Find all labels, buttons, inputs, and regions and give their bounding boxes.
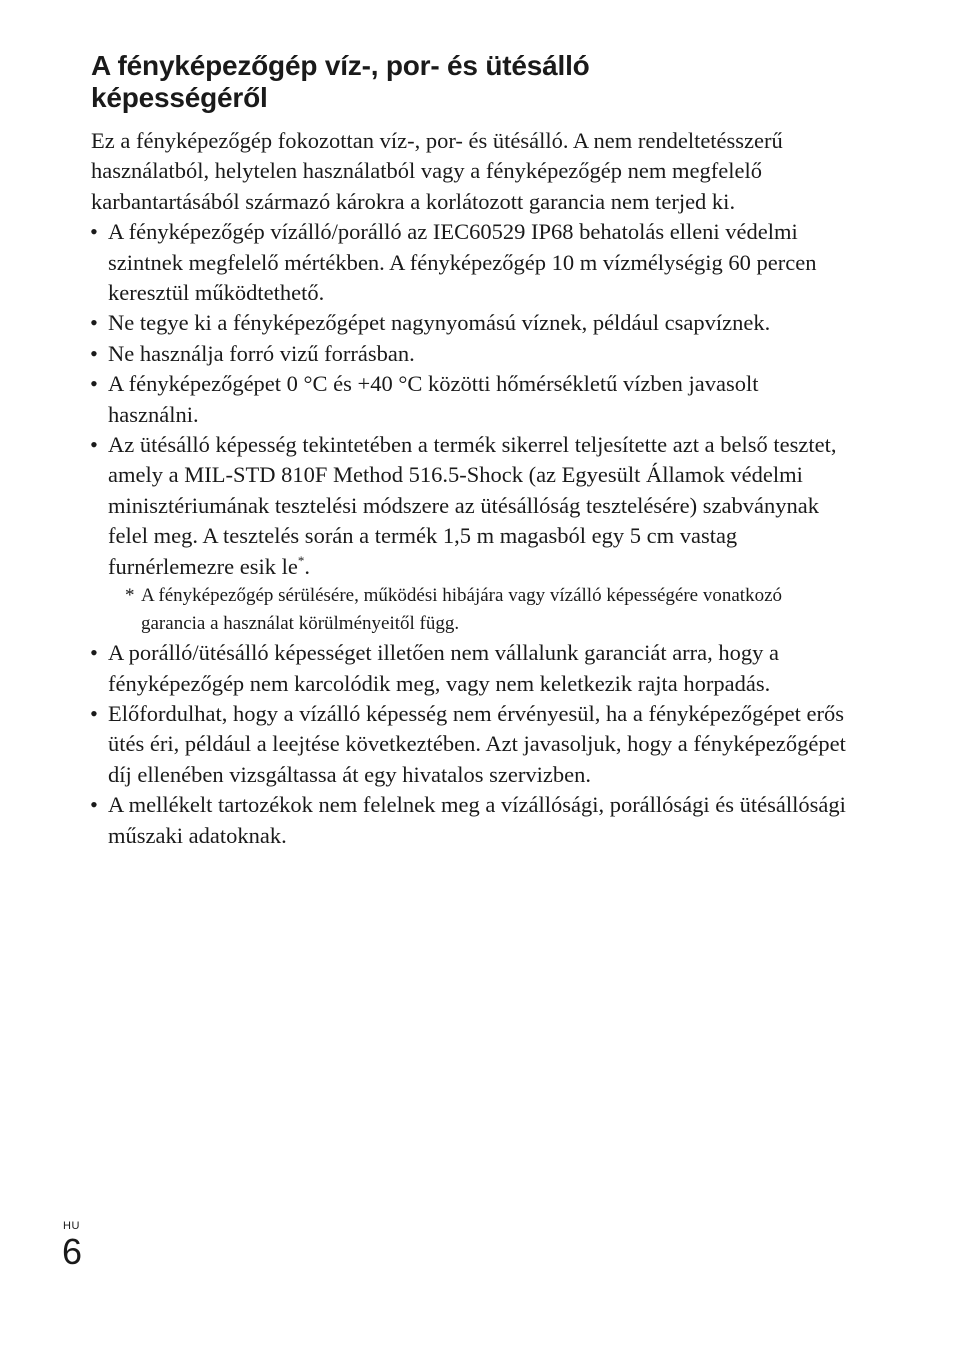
list-item xyxy=(91,790,851,851)
list-item-text: A fényképezőgép vízálló/porálló az IEC60529 IP68 behatolás elleni védelmi szintnek megfelelő mértékben. A fényképezőgép 10 m vízmélységig 60 percen keresztül működtethető. xyxy=(108,219,817,306)
page-title xyxy=(91,50,851,114)
list-item-text: A porálló/ütésálló képességet illetően nem vállalunk garanciát arra, hogy a fényképezőgép nem karcolódik meg, vagy nem keletkezik rajta horpadás. xyxy=(108,640,780,696)
bullet-marker: • xyxy=(90,371,98,397)
document-page xyxy=(91,50,851,851)
list-item xyxy=(91,339,851,369)
list-item xyxy=(91,369,851,430)
list-item-text: Az ütésálló képesség tekintetében a termék sikerrel teljesítette azt a belső tesztet, amely a MIL-STD 810F Method 516.5-Shock (az Egyesült Államok védelmi minisztériumának tesztelési módszere az ütésállóság tesztelésére) szabványnak felel meg. A tesztelés során a termék 1,5 m magasból egy 5 cm vastag furnérlemezre esik le xyxy=(108,432,837,579)
list-item-text: A fényképezőgépet 0 °C és +40 °C közötti hőmérsékletű vízben javasolt használni. xyxy=(108,371,759,427)
body-text xyxy=(91,126,851,851)
bullet-marker: • xyxy=(90,310,98,336)
page-title-line-2: képességéről xyxy=(91,82,268,113)
bullet-marker: • xyxy=(90,219,98,245)
footnote-marker: * xyxy=(125,585,135,607)
bullet-list xyxy=(91,217,851,851)
footnote-text: A fényképezőgép sérülésére, működési hibájára vagy vízálló képességére vonatkozó garancia a használat körülményeitől függ. xyxy=(141,585,782,635)
page-title-line-1: A fényképezőgép víz-, por- és ütésálló xyxy=(91,50,590,81)
language-code: HU xyxy=(63,1220,80,1232)
list-item xyxy=(91,217,851,308)
footnote xyxy=(125,582,851,638)
sentence-end: . xyxy=(304,553,311,579)
bullet-marker: • xyxy=(90,792,98,818)
list-item-text: A mellékelt tartozékok nem felelnek meg a vízállósági, porállósági és ütésállósági műszaki adatoknak. xyxy=(108,792,846,848)
list-item-text: Előfordulhat, hogy a vízálló képesség nem érvényesül, ha a fényképezőgépet erős ütés éri, például a leejtése következtében. Azt javasoljuk, hogy a fényképezőgépet díj ellenében vizsgáltassa át egy hivatalos szervizben. xyxy=(108,700,846,787)
list-item xyxy=(91,430,851,638)
intro-paragraph: Ez a fényképezőgép fokozottan víz-, por- és ütésálló. A nem rendeltetésszerű használatból, helytelen használatból vagy a fényképezőgép nem megfelelő karbantartásából származó károkra a korlátozott garancia nem terjed ki. xyxy=(91,128,783,214)
footnote-reference: * xyxy=(297,552,305,568)
list-item xyxy=(91,308,851,338)
list-item xyxy=(91,699,851,790)
bullet-marker: • xyxy=(90,340,98,366)
list-item-text: Ne tegye ki a fényképezőgépet nagynyomású víznek, például csapvíznek. xyxy=(108,310,771,336)
bullet-marker: • xyxy=(90,700,98,726)
page-number: 6 xyxy=(62,1231,83,1272)
bullet-marker: • xyxy=(90,640,98,666)
list-item-text: Ne használja forró vizű forrásban. xyxy=(108,340,415,366)
bullet-marker: • xyxy=(90,432,98,458)
list-item xyxy=(91,638,851,699)
